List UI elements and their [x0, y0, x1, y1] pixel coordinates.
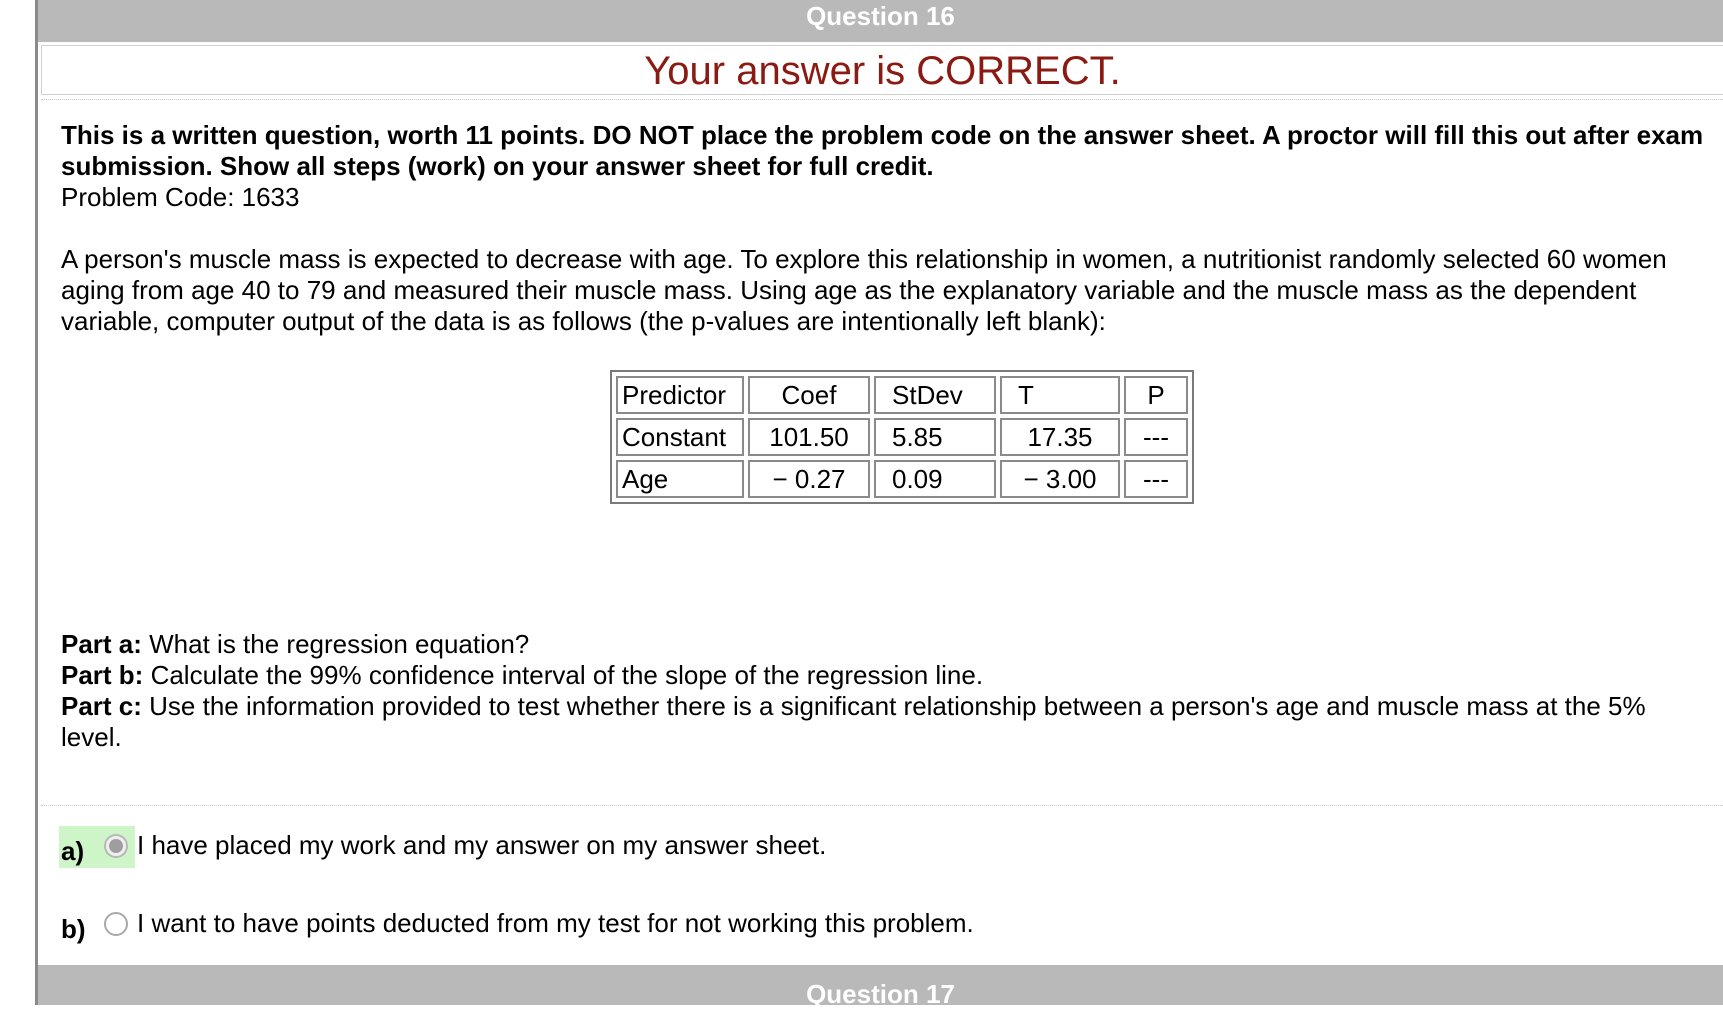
table-header-cell: StDev [874, 376, 996, 414]
option-letter: b) [61, 914, 86, 944]
table-cell: Age [616, 460, 744, 498]
table-cell: − 0.27 [748, 460, 870, 498]
question-intro: This is a written question, worth 11 points. DO NOT place the problem code on the answer sheet. A proctor will fill this out after exam submission. Show all steps (work) on your answer sheet for full credit. [61, 120, 1704, 181]
table-cell: 0.09 [874, 460, 996, 498]
part-c [61, 691, 1711, 753]
radio-button-b[interactable] [104, 912, 128, 936]
divider [41, 99, 1723, 100]
table-row [616, 418, 1188, 456]
radio-button-a[interactable] [104, 834, 128, 858]
left-margin-bar [0, 0, 38, 1005]
part-a [61, 629, 1711, 660]
option-text: I want to have points deducted from my test for not working this problem. [137, 908, 974, 938]
part-b [61, 660, 1711, 691]
question-prompt: A person's muscle mass is expected to decrease with age. To explore this relationship in women, a nutritionist randomly selected 60 women aging from age 40 to 79 and measured their muscle mass. Using age as the explanatory variable and the muscle mass as the dependent variable, computer output of the data is as follows (the p-values are intentionally left blank): [61, 244, 1667, 336]
table-cell: --- [1124, 418, 1188, 456]
option-letter: a) [61, 836, 85, 866]
table-cell: 5.85 [874, 418, 996, 456]
question-header: Question 16 [38, 0, 1723, 42]
divider [41, 805, 1723, 806]
part-label: Part a: [61, 629, 142, 659]
table-header-cell: T [1000, 376, 1120, 414]
result-message: Your answer is CORRECT. [41, 45, 1723, 95]
next-question-header[interactable]: Question 17 [38, 965, 1723, 1005]
table-header-cell: Coef [748, 376, 870, 414]
part-label: Part c: [61, 691, 142, 721]
table-cell: 101.50 [748, 418, 870, 456]
table-cell: Constant [616, 418, 744, 456]
question-parts [61, 629, 1711, 753]
part-text: Use the information provided to test whether there is a significant relationship between a person's age and muscle mass at the 5% level. [61, 691, 1646, 752]
table-cell: − 3.00 [1000, 460, 1120, 498]
table-row [616, 460, 1188, 498]
table-cell: 17.35 [1000, 418, 1120, 456]
table-header-cell: Predictor [616, 376, 744, 414]
part-text: Calculate the 99% confidence interval of the slope of the regression line. [143, 660, 984, 690]
option-text: I have placed my work and my answer on my answer sheet. [137, 830, 827, 860]
part-text: What is the regression equation? [141, 629, 530, 659]
problem-code: Problem Code: 1633 [61, 182, 300, 212]
part-label: Part b: [61, 660, 144, 690]
table-header-row [616, 376, 1188, 414]
table-cell: --- [1124, 460, 1188, 498]
table-header-cell: P [1124, 376, 1188, 414]
regression-output-table [610, 370, 1194, 504]
